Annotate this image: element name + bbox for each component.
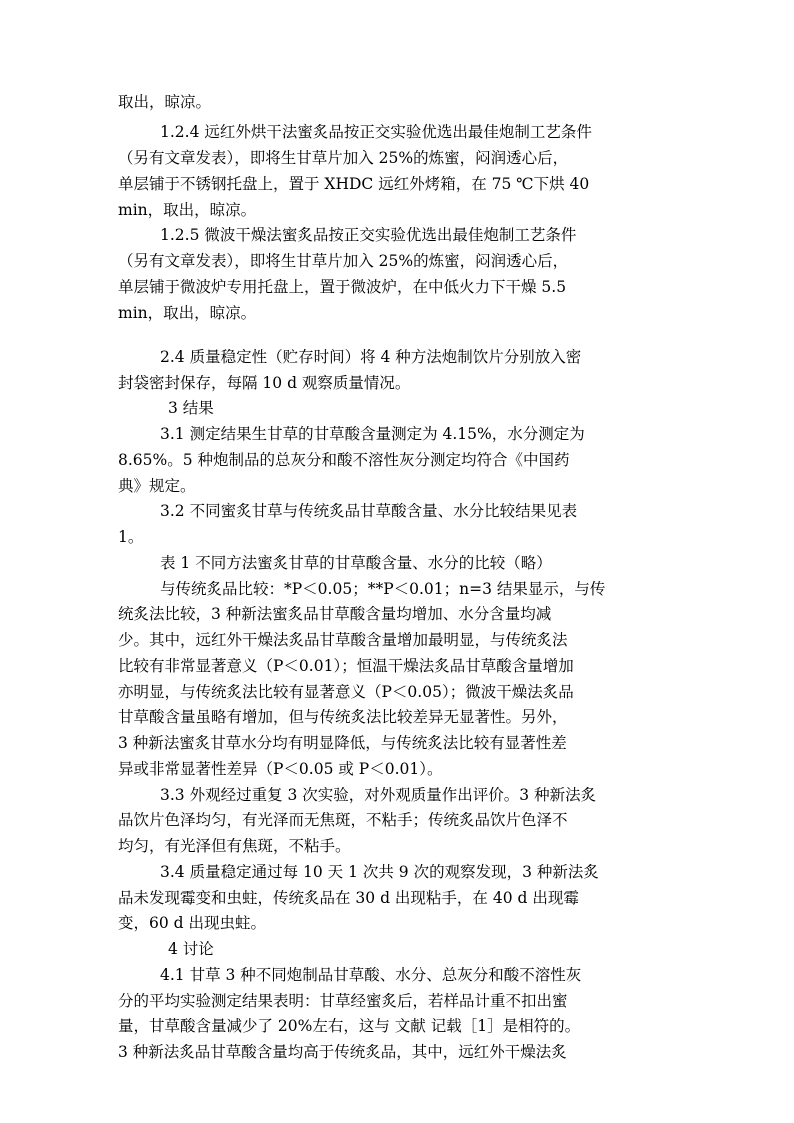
- text-line: 变，60 d 出现虫蛀。: [118, 914, 266, 932]
- table-note-line: 与传统炙品比较：*P＜0.05；**P＜0.01；n=3 结果显示，与传: [160, 580, 606, 598]
- text-line: min，取出，晾凉。: [118, 304, 257, 322]
- text-line: 均匀，有光泽但有焦斑，不粘手。: [118, 837, 351, 855]
- section-3-2-heading-line: 3.2 不同蜜炙甘草与传统炙品甘草酸含量、水分比较结果见表: [160, 502, 578, 520]
- text-line: 典》规定。: [118, 477, 196, 495]
- text-line: 统炙法比较，3 种新法蜜炙品甘草酸含量均增加、水分含量均减: [118, 605, 552, 623]
- section-3-4-heading-line: 3.4 质量稳定通过每 10 天 1 次共 9 次的观察发现，3 种新法炙: [160, 863, 599, 881]
- text-line: 8.65%。5 种炮制品的总灰分和酸不溶性灰分测定均符合《中国药: [118, 451, 570, 469]
- section-4-heading: 4 讨论: [168, 940, 214, 958]
- text-line: 少。其中，远红外干燥法炙品甘草酸含量增加最明显，与传统炙法: [118, 631, 568, 649]
- text-line: （另有文章发表），即将生甘草片加入 25%的炼蜜，闷润透心后，: [118, 149, 569, 167]
- text-line: 取出，晾凉。: [118, 93, 212, 111]
- text-line: 比较有非常显著意义（P＜0.01）；恒温干燥法炙品甘草酸含量增加: [118, 657, 574, 675]
- section-3-1-heading-line: 3.1 测定结果生甘草的甘草酸含量测定为 4.15%，水分测定为: [160, 425, 585, 443]
- text-line: 单层铺于微波炉专用托盘上，置于微波炉，在中低火力下干燥 5.5: [118, 278, 567, 296]
- text-line: 3 种新法蜜炙甘草水分均有明显降低，与传统炙法比较有显著性差: [118, 734, 567, 752]
- text-line: 甘草酸含量虽略有增加，但与传统炙法比较差异无显著性。另外，: [118, 708, 568, 726]
- text-line: 品饮片色泽均匀，有光泽而无焦斑，不粘手；传统炙品饮片色泽不: [118, 811, 568, 829]
- text-line: 1。: [118, 528, 144, 546]
- section-1-2-4-heading-line: 1.2.4 远红外烘干法蜜炙品按正交实验优选出最佳炮制工艺条件: [160, 123, 592, 141]
- text-line: 封袋密封保存，每隔 10 d 观察质量情况。: [118, 374, 411, 392]
- table-caption: 表 1 不同方法蜜炙甘草的甘草酸含量、水分的比较（略）: [160, 554, 552, 572]
- text-line: 品未发现霉变和虫蛀，传统炙品在 30 d 出现粘手，在 40 d 出现霉: [118, 889, 579, 907]
- section-4-1-heading-line: 4.1 甘草 3 种不同炮制品甘草酸、水分、总灰分和酸不溶性灰: [160, 966, 582, 984]
- section-1-2-5-heading-line: 1.2.5 微波干燥法蜜炙品按正交实验优选出最佳炮制工艺条件: [160, 226, 577, 244]
- section-3-heading: 3 结果: [168, 399, 214, 417]
- section-3-3-heading-line: 3.3 外观经过重复 3 次实验，对外观质量作出评价。3 种新法炙: [160, 786, 597, 804]
- text-line: 亦明显，与传统炙法比较有显著意义（P＜0.05）；微波干燥法炙品: [118, 683, 574, 701]
- text-line: 单层铺于不锈钢托盘上，置于 XHDC 远红外烤箱，在 75 ℃下烘 40: [118, 175, 590, 193]
- text-line: 分的平均实验测定结果表明：甘草经蜜炙后，若样品计重不扣出蜜: [118, 992, 568, 1010]
- text-line: 异或非常显著性差异（P＜0.05 或 P＜0.01）。: [118, 760, 443, 778]
- text-line: 量，甘草酸含量减少了 20%左右，这与 文献 记载［1］是相符的。: [118, 1017, 581, 1035]
- text-line: （另有文章发表），即将生甘草片加入 25%的炼蜜，闷润透心后，: [118, 252, 569, 270]
- text-line: 3 种新法炙品甘草酸含量均高于传统炙品，其中，远红外干燥法炙: [118, 1043, 567, 1061]
- section-2-4-heading-line: 2.4 质量稳定性（贮存时间）将 4 种方法炮制饮片分别放入密: [160, 348, 582, 366]
- text-line: min，取出，晾凉。: [118, 201, 257, 219]
